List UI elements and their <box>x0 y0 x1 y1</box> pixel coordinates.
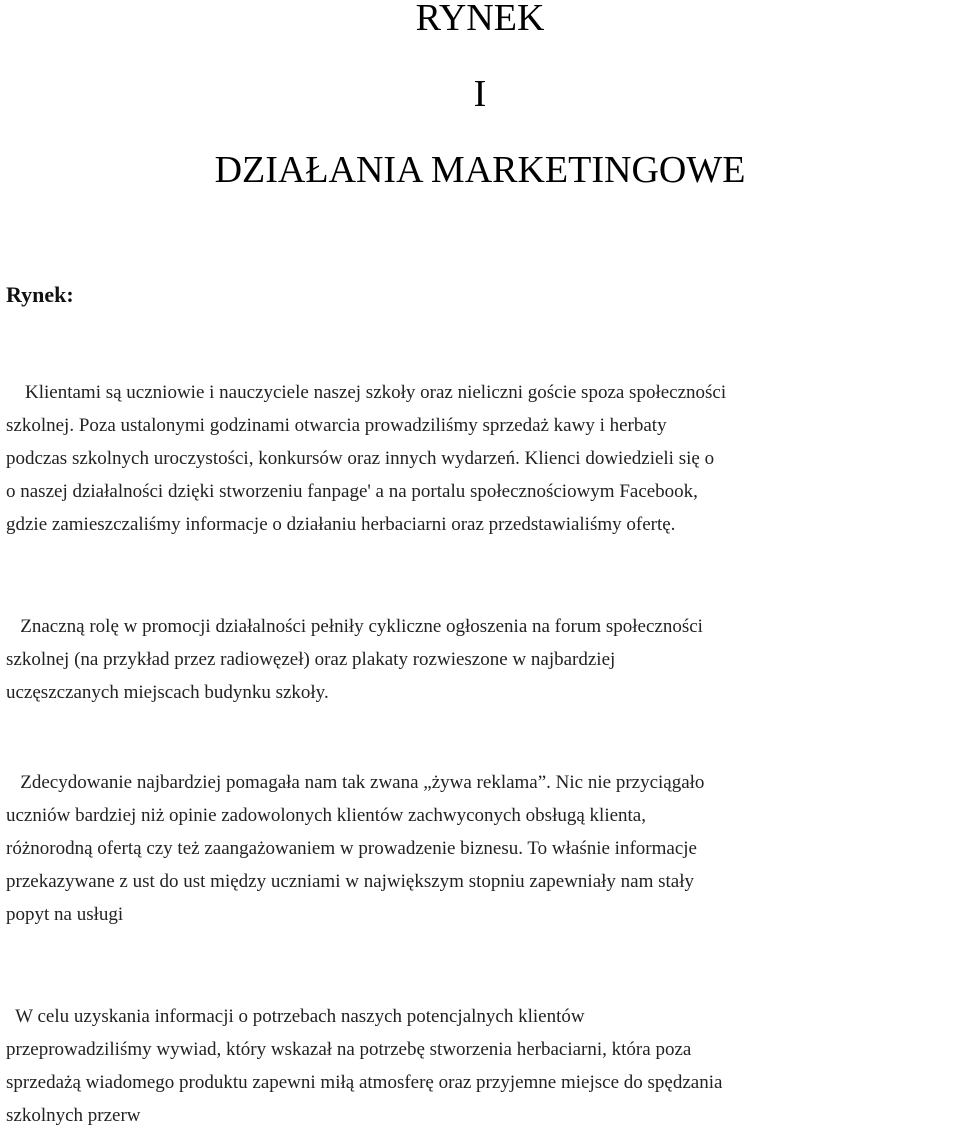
paragraph-zywa-reklama <box>6 766 958 931</box>
title-line-i: I <box>473 73 487 115</box>
paragraph-line: szkolnej. Poza ustalonymi godzinami otwarcia prowadziliśmy sprzedaż kawy i herbaty <box>6 415 667 436</box>
paragraph-line: szkolnej (na przykład przez radiowęzeł) oraz plakaty rozwieszone w najbardziej <box>6 649 616 670</box>
paragraph-wywiad <box>6 1000 958 1132</box>
paragraph-line: przeprowadziliśmy wywiad, który wskazał na potrzebę stworzenia herbaciarni, która poza <box>6 1039 692 1060</box>
paragraph-line: popyt na usługi <box>6 904 124 925</box>
paragraph-line: sprzedażą wiadomego produktu zapewni miłą atmosferę oraz przyjemne miejsce do spędzania <box>6 1072 723 1093</box>
paragraph-line: Klientami są uczniowie i nauczyciele naszej szkoły oraz nieliczni goście spoza społeczności <box>6 382 727 403</box>
paragraph-line: W celu uzyskania informacji o potrzebach naszych potencjalnych klientów <box>6 1006 585 1027</box>
paragraph-line: przekazywane z ust do ust między uczniami w największym stopniu zapewniały nam stały <box>6 871 695 892</box>
paragraph-line: uczęszczanych miejscach budynku szkoły. <box>6 682 329 703</box>
paragraph-promocja <box>6 610 958 709</box>
paragraph-line: gdzie zamieszczaliśmy informacje o działaniu herbaciarni oraz przedstawialiśmy ofertę. <box>6 514 676 535</box>
paragraph-line: podczas szkolnych uroczystości, konkursów oraz innych wydarzeń. Klienci dowiedzieli się o <box>6 448 715 469</box>
paragraph-line: szkolnych przerw <box>6 1105 141 1126</box>
paragraph-line: Zdecydowanie najbardziej pomagała nam tak zwana „żywa reklama”. Nic nie przyciągało <box>6 772 705 793</box>
paragraph-line: uczniów bardziej niż opinie zadowolonych klientów zachwyconych obsługą klienta, <box>6 805 646 826</box>
paragraph-line: o naszej działalności dzięki stworzeniu fanpage' a na portalu społecznościowym Facebook, <box>6 481 698 502</box>
title-line-dzialania: DZIAŁANIA MARKETINGOWE <box>214 149 746 191</box>
paragraph-line: Znaczną rolę w promocji działalności pełniły cykliczne ogłoszenia na forum społeczności <box>6 616 703 637</box>
paragraph-klienci <box>6 376 958 541</box>
title-line-rynek: RYNEK <box>415 0 545 39</box>
paragraph-line: różnorodną ofertą czy też zaangażowaniem w prowadzenie biznesu. To właśnie informacje <box>6 838 697 859</box>
section-heading-rynek: Rynek: <box>6 282 74 307</box>
